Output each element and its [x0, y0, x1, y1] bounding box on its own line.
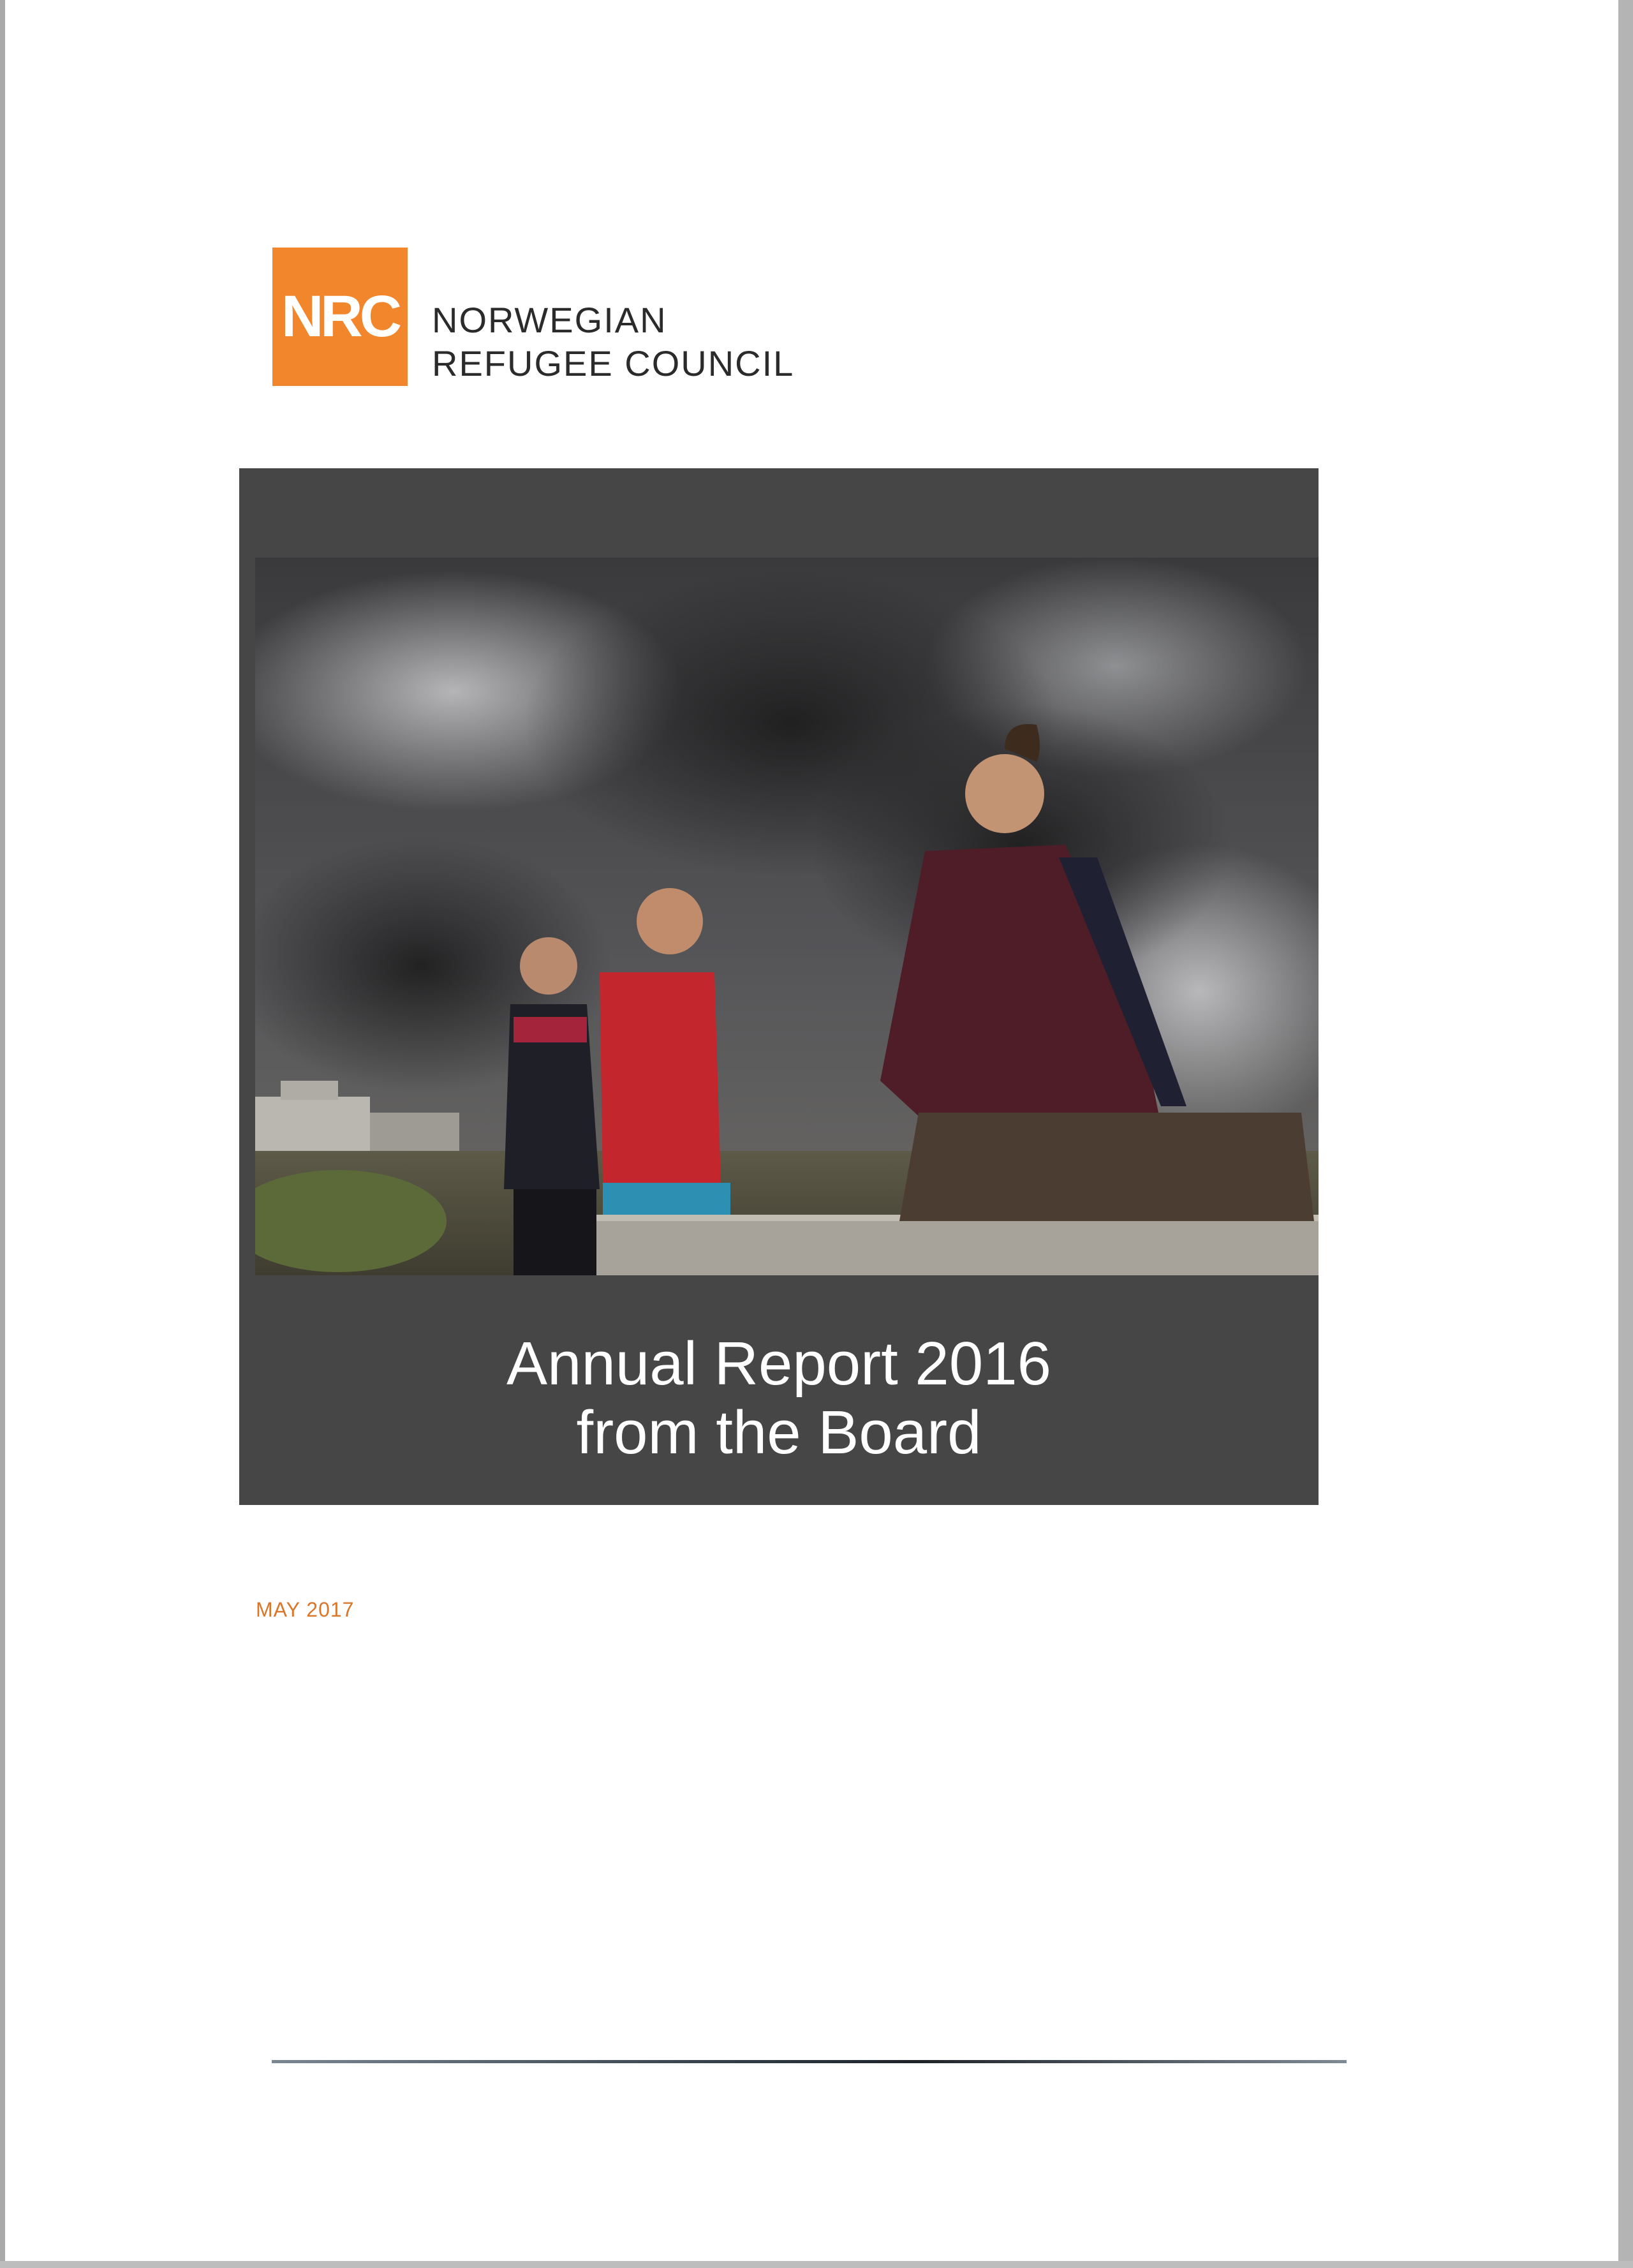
logo-name-line2: REFUGEE COUNCIL: [432, 343, 795, 383]
logo-mark: [272, 248, 408, 386]
page-edge-bottom: [0, 2261, 1633, 2268]
page-edge-right: [1618, 0, 1633, 2268]
report-title-line2: from the Board: [576, 1398, 982, 1467]
logo-abbreviation: NRC: [281, 284, 399, 349]
cover-photo: [255, 558, 1319, 1275]
page-edge-left: [0, 0, 5, 2268]
logo-name: [432, 299, 794, 385]
report-title-line1: Annual Report 2016: [506, 1330, 1051, 1398]
cover-panel: [239, 468, 1319, 1505]
footer-rule: [272, 2060, 1347, 2063]
report-title: [239, 1330, 1319, 1467]
publication-date: MAY 2017: [256, 1598, 355, 1621]
logo-name-line1: NORWEGIAN: [432, 300, 667, 340]
nrc-logo: [272, 248, 910, 388]
